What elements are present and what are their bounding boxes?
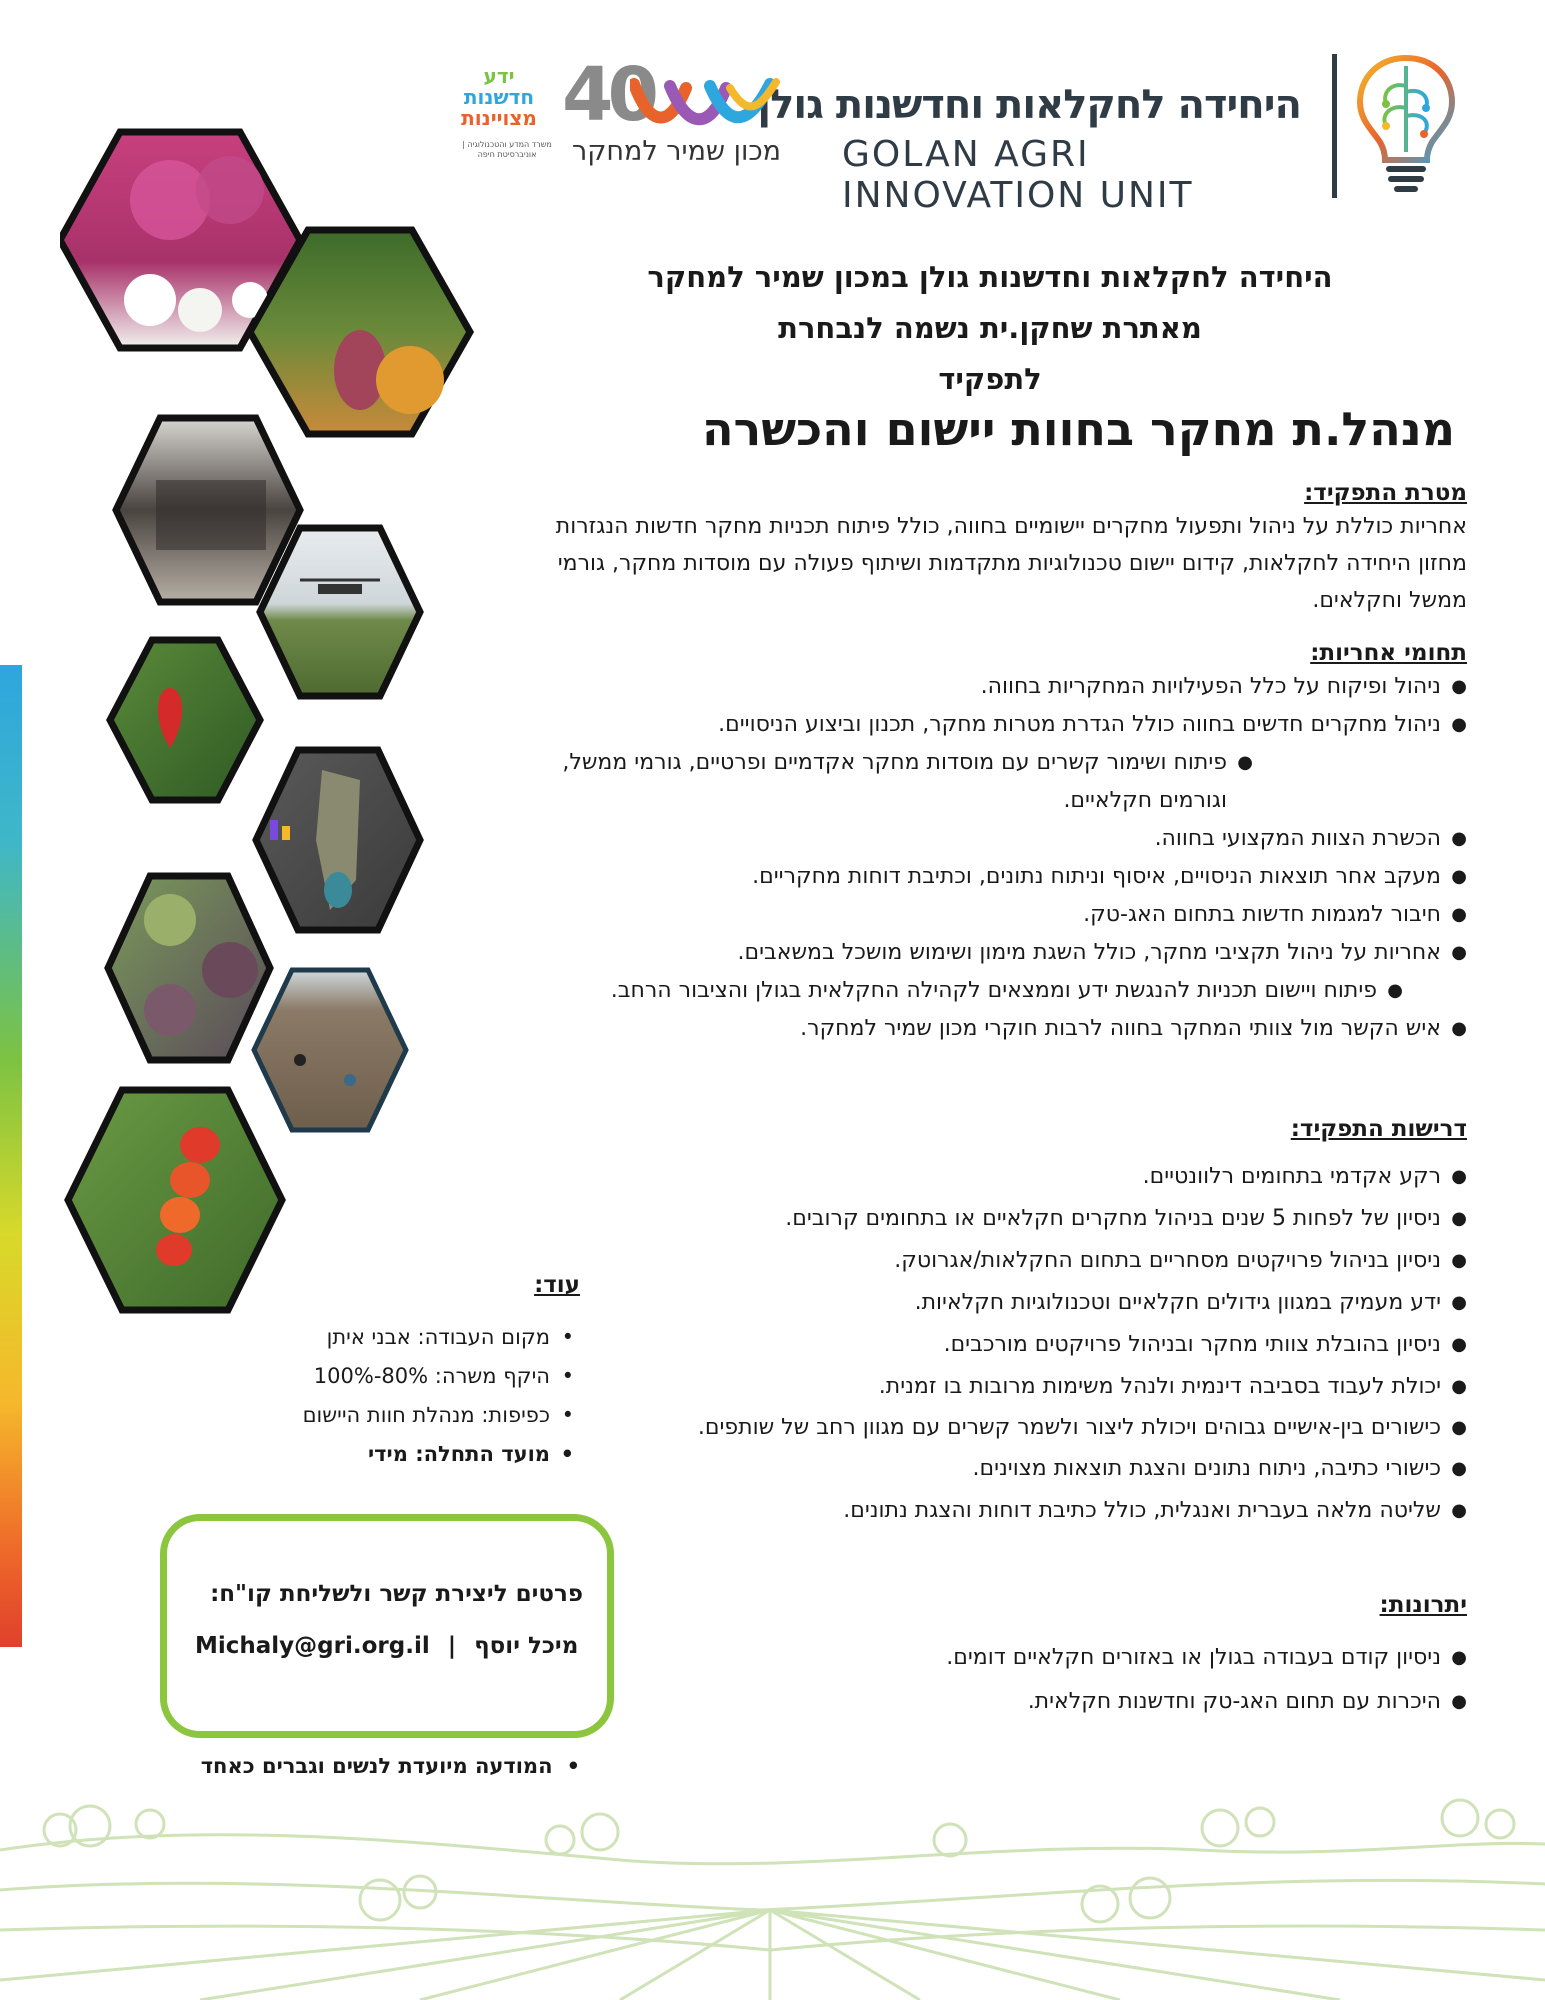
ministry-note: משרד המדע והטכנולוגיה | אוניברסיטת חיפה (462, 140, 552, 159)
yeda-logo-line2: חדשנות (463, 85, 535, 109)
list-item: • היקף משרה: 80%-100% (250, 1357, 580, 1396)
responsibilities-list (507, 668, 1467, 1048)
responsibilities-heading: תחומי אחריות: (1310, 640, 1467, 666)
lightbulb-logo-icon (1352, 52, 1460, 202)
list-item: ● ידע מעמיק במגוון גידולים חקלאיים וטכנולוגיות חקלאיות. (567, 1282, 1467, 1324)
photo-drone-over-field (260, 528, 420, 696)
shamir-institute-name: מכון שמיר למחקר (572, 136, 781, 167)
intro-line-1: היחידה לחקלאות וחדשנות גולן במכון שמיר למחקר (647, 260, 1333, 294)
equal-opportunity-note (180, 1754, 580, 1778)
list-item: ● ניסיון בניהול פרויקטים מסחריים בתחום החקלאות/אגרוטק. (567, 1240, 1467, 1282)
photo-team-group (116, 418, 300, 602)
photo-field-workers (254, 970, 406, 1130)
header-divider (1332, 54, 1337, 198)
more-heading: עוד: (534, 1272, 580, 1298)
advantages-list (567, 1636, 1467, 1724)
list-item: ● ניסיון קודם בעבודה בגולן או באזורים חקלאיים דומים. (567, 1636, 1467, 1680)
list-item: ● כישורי כתיבה, ניתוח נתונים והצגת תוצאות מצוינים. (567, 1448, 1467, 1490)
golan-unit-name-hebrew: היחידה לחקלאות וחדשנות גולן (757, 82, 1301, 128)
list-item: ● איש הקשר מול צוותי המחקר בחווה לרבות חוקרי מכון שמיר למחקר. (507, 1010, 1467, 1048)
list-item: • כפיפות: מנהלת חוות היישום (250, 1396, 580, 1435)
list-item: ● פיתוח ושימור קשרים עם מוסדות מחקר אקדמיים ופרטיים, גורמי ממשל, וגורמים חקלאיים. (507, 744, 1253, 820)
list-item: ● הכשרת הצוות המקצועי בחווה. (507, 820, 1467, 858)
list-item: ● פיתוח ויישום תכניות להנגשת ידע וממצאים לקהילה החקלאית בגולן והציבור הרחב. (507, 972, 1403, 1010)
intro-line-2: מאתרת שחקן.ית נשמה לנבחרת (778, 311, 1202, 345)
yeda-logo-line3: מצויינות (461, 106, 537, 130)
purpose-heading: מטרת התפקיד: (1304, 480, 1467, 506)
list-item: ● ניהול ופיקוח על כלל הפעילויות המחקריות בחווה. (507, 668, 1467, 706)
contact-name: מיכל יוסף (474, 1633, 579, 1659)
list-item: ● ניסיון של לפחות 5 שנים בניהול מחקרים חקלאיים או בתחומים קרובים. (567, 1198, 1467, 1240)
job-title: מנהל.ת מחקר בחוות יישום והכשרה (701, 402, 1455, 456)
contact-email[interactable]: Michaly@gri.org.il (195, 1633, 430, 1659)
list-item: ● מעקב אחר תוצאות הניסויים, איסוף וניתוח נתונים, וכתיבת דוחות מחקריים. (507, 858, 1467, 896)
intro-line-3: לתפקיד (938, 362, 1042, 396)
list-item: ● ניסיון בהובלת צוותי מחקר ובניהול פרויקטים מורכבים. (567, 1324, 1467, 1366)
photo-golan-map (256, 750, 420, 930)
photo-artichokes (108, 876, 270, 1060)
requirements-list (567, 1156, 1467, 1532)
list-item: • מקום העבודה: אבני איתן (250, 1318, 580, 1357)
list-item: ● אחריות על ניהול תקציבי מחקר, כולל השגת מימון ושימוש מושכל במשאבים. (507, 934, 1467, 972)
intro-block (540, 252, 1440, 405)
list-item: ● רקע אקדמי בתחומים רלוונטיים. (567, 1156, 1467, 1198)
footnote-text: המודעה מיועדת לנשים וגברים כאחד (200, 1754, 553, 1778)
list-item: ● חיבור למגמות חדשות בתחום האג-טק. (507, 896, 1467, 934)
requirements-heading: דרישות התפקיד: (1290, 1116, 1467, 1142)
requirements-section (567, 1116, 1467, 1532)
contact-line (195, 1633, 578, 1659)
more-list (250, 1318, 580, 1474)
advantages-section (567, 1592, 1467, 1724)
shamir-anniversary-number: 40 (562, 52, 653, 138)
purpose-text: אחריות כוללת על ניהול ותפעול מחקרים יישומיים בחווה, כולל פיתוח תכניות מחקר חדשות הנגזרות מחזון היחידה לחקלאות, קידום יישום טכנולוגיות מתקדמות ושיתוף פעולה עם מוסדות מחקר, גורמי ממשל וחקלאים. (555, 514, 1467, 613)
photo-tomatoes-on-vine (68, 1090, 282, 1310)
photo-collage (60, 120, 620, 1330)
photo-strawberry (110, 640, 260, 800)
golan-unit-name-english: GOLAN AGRI INNOVATION UNIT (842, 134, 1194, 216)
responsibilities-section (507, 640, 1467, 1048)
advantages-heading: יתרונות: (1379, 1592, 1467, 1618)
shamir-wave-logo-icon (630, 78, 780, 134)
contact-separator: | (447, 1633, 457, 1659)
list-item: • מועד התחלה: מידי (250, 1435, 580, 1474)
list-item: ● שליטה מלאה בעברית ואנגלית, כולל כתיבת דוחות והצגת נתונים. (567, 1490, 1467, 1532)
yeda-logo-line1: ידע (483, 64, 515, 88)
list-item: ● כישורים בין-אישיים גבוהים ויכולת ליצור ולשמר קשרים עם מגוון רחב של שותפים. (567, 1408, 1467, 1448)
farm-landscape-illustration (0, 1780, 1545, 2000)
footnote-bullet: • (566, 1754, 580, 1778)
contact-heading: פרטים ליצירת קשר ולשליחת קו"ח: (210, 1581, 583, 1607)
list-item: ● יכולת לעבוד בסביבה דינמית ולנהל משימות מרובות בו זמנית. (567, 1366, 1467, 1408)
decorative-color-stripe (0, 665, 22, 1647)
list-item: ● היכרות עם תחום האג-טק וחדשנות חקלאית. (567, 1680, 1467, 1724)
list-item: ● ניהול מחקרים חדשים בחווה כולל הגדרת מטרות מחקר, תכנון וביצוע הניסויים. (507, 706, 1467, 744)
purpose-section (507, 480, 1467, 619)
contact-box (160, 1514, 614, 1738)
